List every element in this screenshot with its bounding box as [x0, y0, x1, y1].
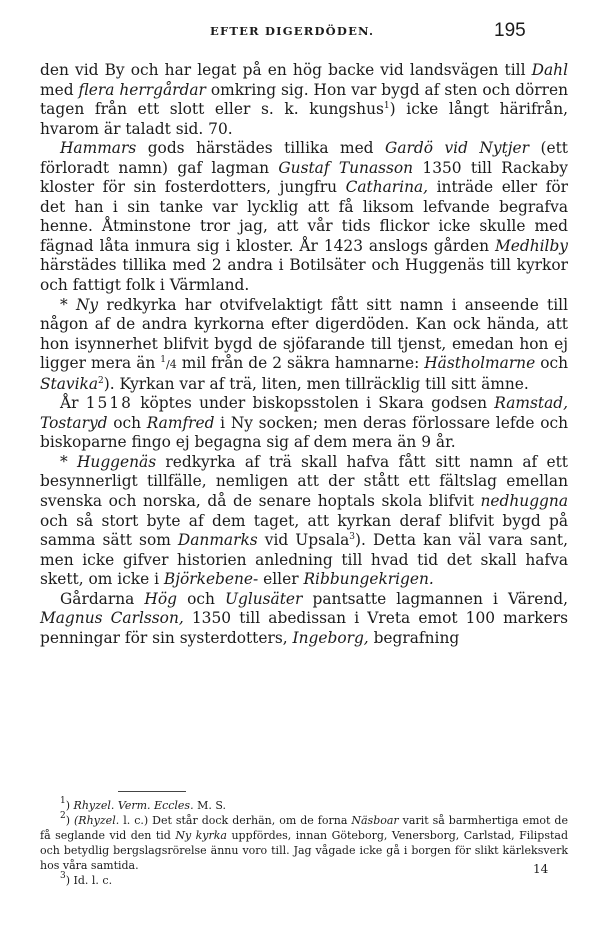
person-name: Magnus Carlsson,	[40, 609, 184, 628]
text-run: varit så barmhertiga emot de få seglande vid den tid	[40, 813, 568, 842]
text-run: uppfördes, innan Göteborg, Venersborg, Carlstad, Filipstad och betydlig bergslagsrörelse ännu voro till. Jag vågade icke gå i borgen för slikt kärleksverk hos våra samtida.	[40, 828, 568, 872]
footnote-ref-1: 1	[383, 101, 390, 112]
paragraph-5	[40, 453, 568, 590]
footnote-divider	[118, 791, 186, 792]
italic-phrase: Ny kyrka	[175, 828, 227, 842]
running-head	[0, 20, 595, 44]
footnote-3	[40, 870, 568, 889]
text-run: med	[40, 80, 79, 99]
text-run: köptes under biskopsstolen i Skara godsen	[132, 394, 495, 413]
italic-phrase: flera herrgårdar	[78, 80, 206, 99]
text-run: Gårdarna	[60, 589, 145, 608]
text-run: ). Detta kan väl vara sant, men icke gifver historien anledning till hvad tid det skall hafva skett, om icke i	[40, 531, 568, 589]
text-run: ) icke långt härifrån, hvarom är taladt sid. 70.	[40, 100, 568, 138]
text-run: År	[60, 394, 86, 413]
text-run: *	[60, 295, 76, 314]
year-1518: 1518	[85, 394, 133, 413]
text-run: omkring sig. Hon var bygd af sten och dörren tagen från ett slott eller s. k. kungshus	[40, 80, 568, 119]
place-name-hammars: Hammars	[60, 139, 137, 158]
place-name-ramfred: Ramfred	[146, 413, 215, 432]
text-run: begrafning	[368, 628, 460, 647]
page-number: 195	[494, 20, 526, 41]
text-run: i Ny socken; men deras förlossare lefde och biskoparne fingo ej begagna sig af dem mera än 9 år.	[40, 413, 568, 452]
person-name: Catharina,	[345, 178, 429, 197]
text-run: redkyrka af trä skall hafva fått sitt namn af ett besynnerligt tillfälle, nemligen att der stått ett fältslag emellan svenska och norska, då de senare hoptals skola blifvit	[40, 452, 568, 511]
text-run: (ett förloradt namn) gaf lagman	[40, 139, 568, 177]
italic-phrase: Ribbungekrigen.	[303, 570, 434, 589]
place-name-uglusater: Uglusäter	[225, 589, 303, 608]
running-title: EFTER DIGERDÖDEN.	[210, 24, 375, 38]
text-run: 1350 till abedissan i Vreta emot 100 markers penningar för sin systerdotters,	[40, 609, 568, 647]
footnote-1	[40, 796, 568, 814]
text-run: ). Kyrkan var af trä, liten, men tillräcklig till sitt ämne.	[103, 374, 529, 393]
place-name-medhilby: Medhilby	[494, 236, 568, 255]
fraction-denominator: /4	[166, 358, 177, 372]
fraction-numerator: 1	[160, 355, 167, 366]
text-run: ) Id. l. c.	[65, 873, 113, 887]
paragraph-3	[40, 296, 568, 395]
text-run: l. c.) Det står dock derhän, om de forna	[119, 813, 352, 827]
text-run: )	[65, 813, 75, 827]
text-run: och	[176, 589, 225, 608]
paragraph-4	[40, 394, 568, 453]
source-title: (Rhyzel.	[74, 813, 120, 827]
place-names: Ramstad, Tostaryd	[40, 394, 568, 432]
place-name-hastholmarne: Hästholmarne	[424, 354, 536, 373]
text-run: inträde eller för det han i sin tanke var lycklig att få liksom lefvande begrafva henne. Åtminstone tror jag, att vår tids flickor icke skulle med fägnad låta inmura sig i kloster. År 1423 anslogs gården	[40, 178, 568, 255]
text-run: 1350 till Rackaby kloster för sin fosterdotters, jungfru	[40, 158, 568, 197]
place-name-stavika: Stavika	[40, 374, 99, 393]
text-run: härstädes tillika med 2 andra i Botilsäter och Huggenäs till kyrkor och fattigt folk i Värmland.	[40, 256, 568, 295]
footnote-mark: 2	[60, 810, 66, 821]
italic-phrase: Björkebene-	[163, 570, 259, 589]
source-title: Rhyzel. Verm. Eccles.	[73, 799, 194, 812]
place-name-gardo: Gardö vid Nytjer	[385, 139, 530, 158]
footnote-ref-2: 2	[98, 375, 104, 386]
text-run: eller	[258, 570, 304, 589]
text-run: pantsatte lagmannen i Värend,	[302, 589, 568, 608]
text-run: och så stort byte af dem taget, att kyrkan deraf blifvit bygd på samma sätt som	[40, 511, 568, 550]
footnote-mark: 1	[60, 796, 66, 806]
text-run: och	[535, 354, 568, 373]
text-run: vid Upsala	[257, 531, 350, 550]
place-name-dahl: Dahl	[531, 61, 568, 79]
printer-signature: 14	[533, 862, 549, 876]
person-name: Ingeborg,	[292, 628, 369, 647]
text-run: och	[107, 413, 147, 432]
text-run: *	[60, 452, 77, 471]
person-name: Gustaf Tunasson	[278, 158, 414, 177]
text-run: M. S.	[193, 799, 226, 812]
place-name-huggenas: Huggenäs	[76, 452, 157, 471]
text-run: den vid By och har legat på en hög backe vid landsvägen till	[40, 61, 532, 79]
italic-phrase: nedhuggna	[480, 492, 568, 511]
body-text	[40, 61, 568, 648]
paragraph-1	[40, 61, 568, 139]
footnote-ref-3: 3	[349, 532, 356, 543]
place-name-hog: Hög	[144, 589, 177, 608]
text-run: )	[65, 799, 74, 812]
text-run: redkyrka har otvifvelaktigt fått sitt namn i anseende till någon af de andra kyrkorna efter digerdöden. Kan ock hända, att hon isynnerhet blifvit bygd de sjöfarande till tjenst, emedan hon ej ligger mera än	[40, 295, 568, 373]
text-run: gods härstädes tillika med	[136, 139, 386, 158]
paragraph-2	[40, 139, 568, 295]
paragraph-6	[40, 590, 568, 649]
footnotes	[40, 796, 568, 888]
footnote-mark: 3	[60, 870, 66, 881]
italic-phrase: Näsboar	[351, 813, 399, 827]
italic-phrase: Danmarks	[177, 531, 258, 550]
place-name-ny: Ny	[75, 295, 99, 314]
text-run: mil från de 2 säkra hamnarne:	[176, 354, 425, 373]
footnote-2	[40, 810, 568, 874]
